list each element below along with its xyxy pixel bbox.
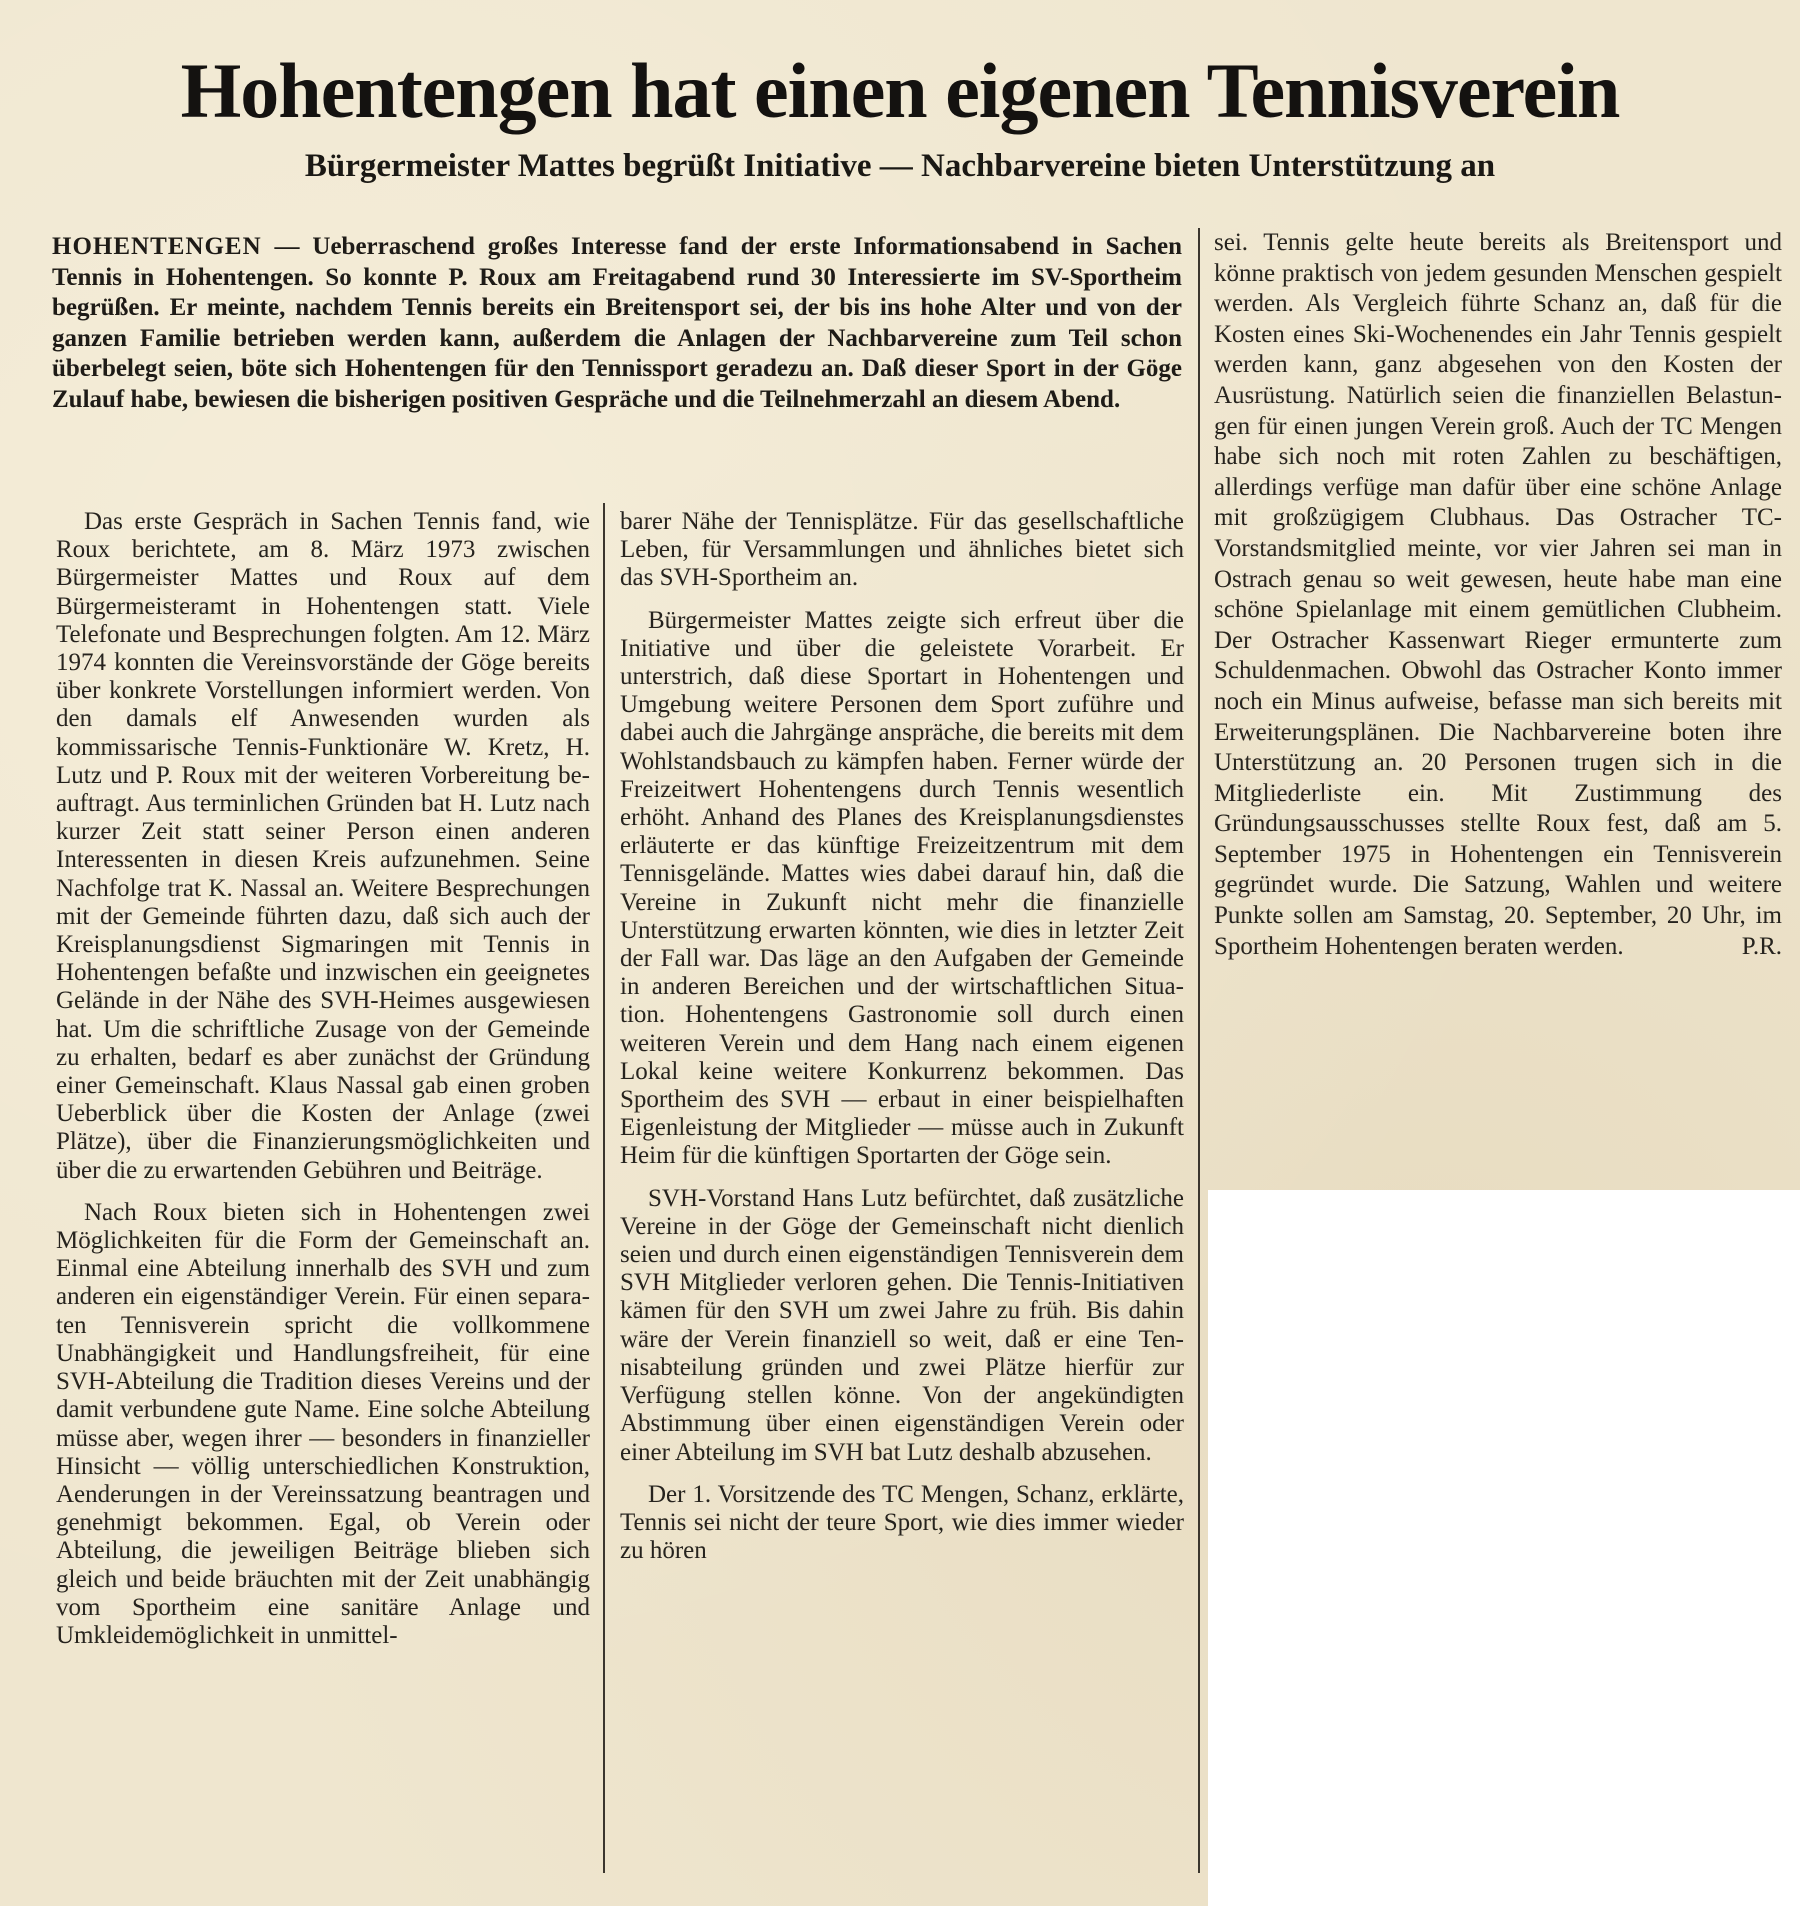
body-paragraph-text: sei. Tennis gelte heute bereits als Breitensport und könne praktisch von jedem gesunden Menschen gespielt werden. Als Vergleich führte Schanz an, daß für die Kosten eines Ski-Wochenendes ein Jahr Tennis gespielt werden kann, ganz abgesehen von den Kosten der Ausrüstung. Natürlich seien die finanziellen Belastungen für einen jungen Verein groß. Auch der TC Mengen habe sich noch mit roten Zahlen zu beschäftigen, allerdings verfüge man dafür über eine schöne Anlage mit großzügigem Clubhaus. Das Ostracher TC-Vorstandsmitglied meinte, vor vier Jahren sei man in Ostrach genau so weit gewesen, heute habe man eine schöne Spielanlage mit einem gemütlichen Clubheim. Der Ostracher Kassenwart Rieger ermunterte zum Schuldenmachen. Obwohl das Ostracher Konto immer noch ein Minus aufweise, befasse man sich bereits mit Erweiterungsplänen. Die Nachbarvereine boten ihre Unterstützung an. 20 Personen trugen sich in die Mitgliederliste ein. Mit Zustimmung des Gründungsausschusses stellte Roux fest, daß am 5. September 1975 in Hohentengen ein Tennisverein gegründet wurde. Die Satzung, Wahlen und weitere Punkte sollen am Samstag, 20. September, 20 Uhr, im Sportheim Hohentengen beraten werden. xyxy=(1214,229,1782,960)
article-subheadline: Bürgermeister Mattes begrüßt Initiative — Nachbarvereine bieten Unterstützung an xyxy=(304,148,1496,184)
article-column-3 xyxy=(1214,228,1782,962)
body-paragraph: SVH-Vorstand Hans Lutz befürchtet, daß zusätzliche Vereine in der Göge der Gemeinschaft nicht dienlich seien und durch einen eigenständigen Tennisverein dem SVH Mitglieder verloren gehen. Die Tennis-Initiativen kämen für den SVH um zwei Jahre zu früh. Bis dahin wäre der Verein finanziell so weit, daß er eine Tennisabteilung gründen und zwei Plätze hierfür zur Verfügung stellen könne. Von der angekündigten Abstimmung über einen eigenständigen Verein oder einer Abteilung im SVH bat Lutz deshalb abzusehen. xyxy=(620,1184,1184,1466)
lead-paragraph: — Ueberraschend großes Interesse fand der erste Informationsabend in Sachen Tennis in Hohentengen. So konnte P. Roux am Freitagabend rund 30 Interessierte im SV-Sportheim begrüßen. Er meinte, nachdem Tennis bereits ein Breitensport sei, der bis ins hohe Alter und von der ganzen Familie betrieben werden kann, außerdem die Anlagen der Nachbarvereine zum Teil schon überbelegt seien, böte sich Hohentengen für den Tennissport geradezu an. Daß dieser Sport in der Göge Zulauf habe, bewiesen die bisherigen positiven Gespräche und die Teilnehmerzahl an diesem Abend. xyxy=(52,233,1182,413)
article-column-1 xyxy=(56,508,590,1650)
body-paragraph: Bürgermeister Mattes zeigte sich erfreut über die Initiative und über die geleistete Vorarbeit. Er unterstrich, daß diese Sportart in Hohentengen und Umgebung weitere Personen dem Sport zuführe und dabei auch die Jahrgänge anspräche, die bereits mit dem Wohlstandsbauch zu kämpfen haben. Ferner würde der Freizeitwert Hohentengens durch Tennis wesentlich erhöht. Anhand des Planes des Kreisplanungsdienstes erläuterte er das künftige Freizeitzentrum mit dem Tennisgelände. Mattes wies dabei darauf hin, daß die Vereine in Zukunft nicht mehr die finanzielle Unterstützung erwarten könnten, wie dies in letzter Zeit der Fall war. Das läge an den Aufgaben der Gemeinde in anderen Bereichen und der wirtschaftlichen Situation. Hohentengens Gastronomie soll durch einen weiteren Verein und dem Hang nach einem eigenen Lokal keine weitere Konkurrenz bekommen. Das Sportheim des SVH — erbaut in einer beispielhaften Eigenleistung der Mitglieder — müsse auch in Zukunft Heim für die künftigen Sportarten der Göge sein. xyxy=(620,606,1184,1170)
body-paragraph xyxy=(1214,228,1782,962)
column-rule-right xyxy=(1198,228,1200,1873)
article-lead xyxy=(52,232,1182,415)
body-paragraph: barer Nähe der Tennisplätze. Für das gesellschaftliche Leben, für Versammlungen und ähnliches bietet sich das SVH-Sportheim an. xyxy=(620,508,1184,592)
blank-scan-area xyxy=(1208,1190,1800,1906)
body-paragraph: Nach Roux bieten sich in Hohentengen zwei Möglichkeiten für die Form der Gemeinschaft an. Einmal eine Abteilung innerhalb des SVH und zum anderen ein eigenständiger Verein. Für einen separaten Tennisverein spricht die vollkommene Unabhängigkeit und Handlungsfreiheit, für eine SVH-Abteilung die Tradition dieses Vereins und der damit verbundene gute Name. Eine solche Abteilung müsse aber, wegen ihrer — besonders in finanzieller Hinsicht — völlig unterschiedlichen Konstruktion, Aenderungen in der Vereinssatzung beantragen und genehmigt bekommen. Egal, ob Verein oder Abteilung, die jeweiligen Beiträge blieben sich gleich und beide bräuchten mit der Zeit unabhängig vom Sportheim eine sanitäre Anlage und Umkleidemöglichkeit in unmittel- xyxy=(56,1198,590,1649)
article-headline: Hohentengen hat einen eigenen Tennisverein xyxy=(180,47,1620,134)
lead-dateline: HOHENTENGEN xyxy=(52,233,262,260)
author-initials: P.R. xyxy=(1741,932,1782,960)
article-column-2 xyxy=(620,508,1184,1565)
body-paragraph: Der 1. Vorsitzende des TC Mengen, Schanz, erklärte, Tennis sei nicht der teure Sport, wie dies immer wieder zu hören xyxy=(620,1480,1184,1565)
column-rule-left xyxy=(603,503,605,1873)
body-paragraph: Das erste Gespräch in Sachen Tennis fand, wie Roux berichtete, am 8. März 1973 zwischen Bürgermeister Mattes und Roux auf dem Bürgermeisteramt in Hohentengen statt. Viele Telefonate und Besprechungen folgten. Am 12. März 1974 konnten die Vereinsvorstände der Göge bereits über konkrete Vorstellungen informiert werden. Von den damals elf Anwesenden wurden als kommissarische Tennis-Funktionäre W. Kretz, H. Lutz und P. Roux mit der weiteren Vorbereitung beauftragt. Aus terminlichen Gründen bat H. Lutz nach kurzer Zeit statt seiner Person einen anderen Interessenten in diesen Kreis aufzunehmen. Seine Nachfolge trat K. Nassal an. Weitere Besprechungen mit der Gemeinde führten dazu, daß sich auch der Kreisplanungsdienst Sigmaringen mit Tennis in Hohentengen befaßte und inzwischen ein geeignetes Gelände in der Nähe des SVH-Heimes ausgewiesen hat. Um die schriftliche Zusage von der Gemeinde zu erhalten, bedarf es aber zunächst der Gründung einer Gemeinschaft. Klaus Nassal gab einen groben Ueberblick über die Kosten der Anlage (zwei Plätze), über die Finanzierungsmöglichkeiten und über die zu erwartenden Gebühren und Beiträge. xyxy=(56,508,590,1184)
